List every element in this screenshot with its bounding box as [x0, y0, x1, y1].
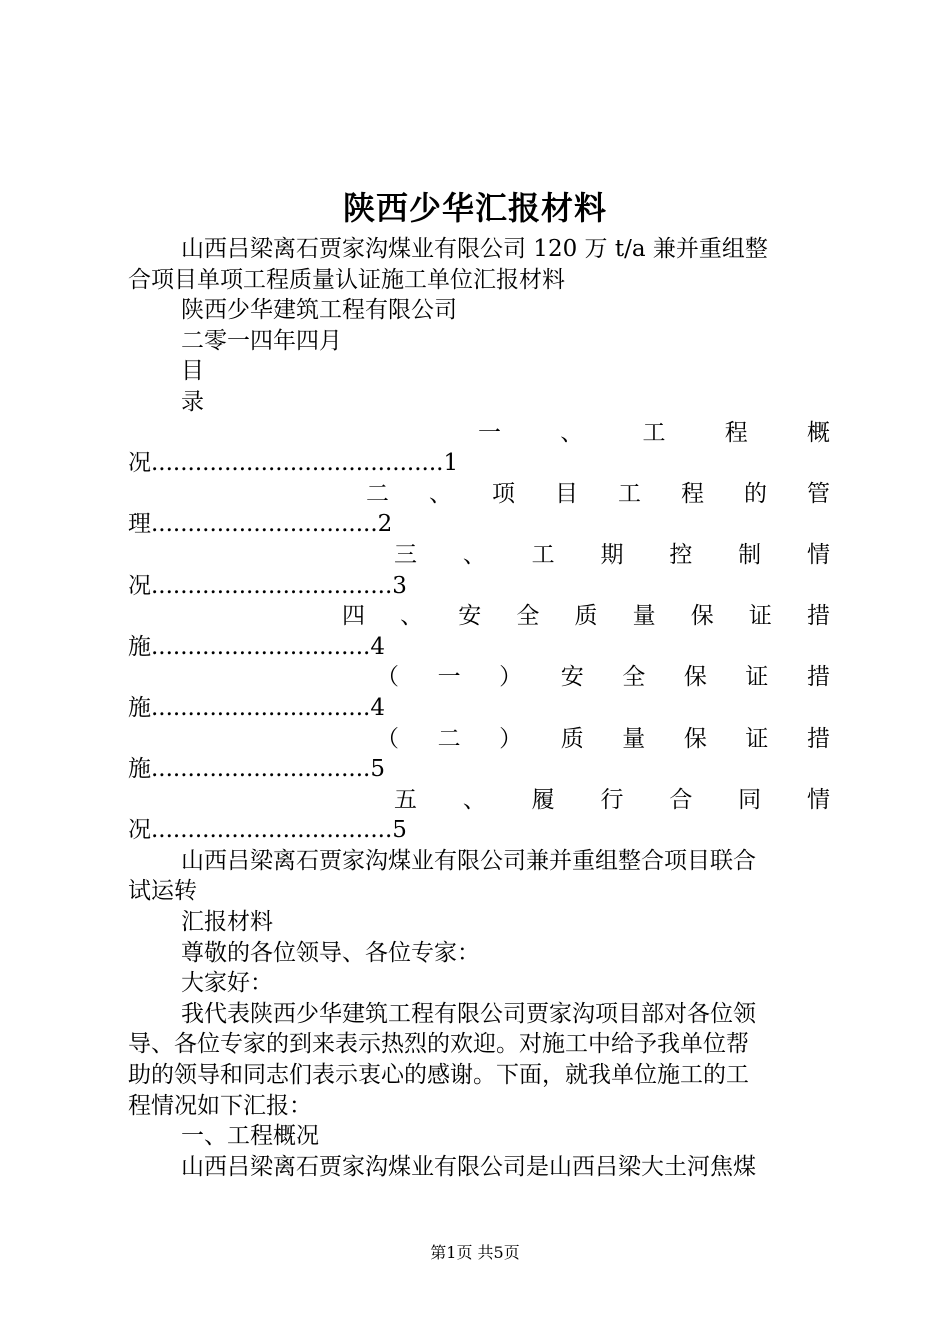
toc-entry-char: 管 — [807, 480, 830, 507]
toc-entry-char: 量 — [622, 725, 646, 752]
intro-line-2: 合项目单项工程质量认证施工单位汇报材料 — [128, 266, 565, 293]
toc-entry-char: 证 — [748, 603, 772, 630]
report-label: 汇报材料 — [181, 909, 273, 936]
section-1-line-1: 山西吕梁离石贾家沟煤业有限公司是山西吕梁大土河焦煤 — [181, 1153, 756, 1180]
toc-entry-char: 制 — [738, 541, 762, 568]
toc-entry-char: 证 — [745, 725, 769, 752]
document-title: 陕西少华汇报材料 — [342, 189, 607, 227]
toc-label-lu: 录 — [181, 388, 204, 415]
toc-entry-char: 同 — [738, 786, 762, 813]
toc-entry-leader: 施..............................4 — [128, 633, 385, 660]
toc-entry-char: 量 — [632, 603, 656, 630]
toc-entry-char: 、 — [429, 480, 452, 507]
toc-entry-char: 全 — [622, 664, 646, 691]
greeting: 尊敬的各位领导、各位专家： — [181, 939, 480, 966]
toc-entry-char: 四 — [342, 603, 365, 630]
toc-entry-char: 情 — [806, 541, 830, 568]
toc-entry-char: 质 — [574, 603, 598, 630]
toc-entry-char: 二 — [366, 480, 389, 507]
toc-entry-char: ） — [499, 664, 523, 691]
toc-entry-char: 质 — [560, 725, 584, 752]
toc-entry-char: 的 — [744, 480, 767, 507]
welcome-line-1: 我代表陕西少华建筑工程有限公司贾家沟项目部对各位领 — [181, 1000, 756, 1027]
toc-entry-char: （ — [376, 725, 399, 752]
page-footer: 第1页 共5页 — [430, 1243, 520, 1262]
toc-entry-char: 目 — [555, 480, 578, 507]
toc-entry-char: 五 — [394, 786, 417, 813]
toc-entry-char: 三 — [394, 541, 417, 568]
toc-entry-char: 安 — [560, 664, 584, 691]
toc-label-mu: 目 — [181, 358, 204, 385]
toc-entry-heading — [128, 662, 830, 693]
toc-entry-char: 程 — [681, 480, 704, 507]
toc-entry-heading — [128, 785, 830, 816]
toc-entry-char: 合 — [669, 786, 693, 813]
toc-entry-leader: 况.................................5 — [128, 817, 407, 844]
toc-entry-char: 措 — [807, 603, 830, 630]
toc-entry-char: （ — [376, 664, 399, 691]
joint-trial-line-1: 山西吕梁离石贾家沟煤业有限公司兼并重组整合项目联合 — [181, 847, 756, 874]
toc-entry-char: 保 — [690, 603, 714, 630]
welcome-line-3: 助的领导和同志们表示衷心的感谢。下面，就我单位施工的工 — [128, 1062, 749, 1089]
hello: 大家好： — [181, 970, 273, 997]
company-name: 陕西少华建筑工程有限公司 — [181, 297, 457, 324]
toc-entry-char: 全 — [516, 603, 540, 630]
toc-entry-char: 保 — [683, 664, 707, 691]
toc-entry-leader: 施..............................4 — [128, 694, 385, 721]
toc-entry-heading — [128, 724, 830, 755]
joint-trial-line-2: 试运转 — [128, 878, 197, 905]
toc-entry-char: 工 — [618, 480, 641, 507]
toc-entry-char: 控 — [669, 541, 693, 568]
toc-entry-char: 情 — [806, 786, 830, 813]
toc-entry-leader: 况.................................3 — [128, 572, 407, 599]
toc-entry-char: 工 — [531, 541, 555, 568]
toc-entry-char: 期 — [600, 541, 624, 568]
toc-entry-char: 一 — [478, 419, 501, 446]
toc-entry-char: 履 — [531, 786, 555, 813]
toc-entry-char: 措 — [806, 725, 830, 752]
toc-entry-char: 、 — [400, 603, 424, 630]
welcome-line-4: 程情况如下汇报： — [128, 1092, 312, 1119]
toc-entry-char: 二 — [437, 725, 461, 752]
toc-entry-char: 、 — [560, 419, 584, 446]
report-date: 二零一四年四月 — [181, 327, 342, 354]
toc-entry-char: 保 — [683, 725, 707, 752]
toc-entry-leader: 施..............................5 — [128, 756, 385, 783]
toc-entry-char: 一 — [437, 664, 461, 691]
toc-entry-char: 安 — [458, 603, 482, 630]
toc-entry-heading — [128, 601, 830, 632]
toc-entry-char: 工 — [642, 419, 666, 446]
toc-entry-leader: 理...............................2 — [128, 511, 393, 538]
toc-entry-char: 概 — [807, 419, 830, 446]
table-of-contents — [128, 418, 830, 846]
toc-entry-char: 措 — [806, 664, 830, 691]
section-1-heading: 一、工程概况 — [181, 1123, 319, 1150]
document-body — [128, 234, 830, 1182]
intro-line-1: 山西吕梁离石贾家沟煤业有限公司 120 万 t/a 兼并重组整 — [181, 236, 768, 262]
toc-entry-heading — [128, 418, 830, 449]
toc-entry-leader: 况........................................1 — [128, 450, 459, 477]
welcome-line-2: 导、各位专家的到来表示热烈的欢迎。对施工中给予我单位帮 — [128, 1031, 749, 1058]
toc-entry-char: 项 — [492, 480, 515, 507]
toc-entry-heading — [128, 479, 830, 510]
toc-entry-char: 行 — [600, 786, 624, 813]
toc-entry-char: 程 — [724, 419, 748, 446]
toc-entry-heading — [128, 540, 830, 571]
toc-entry-char: 证 — [745, 664, 769, 691]
toc-entry-char: ） — [499, 725, 523, 752]
toc-entry-char: 、 — [462, 541, 486, 568]
toc-entry-char: 、 — [462, 786, 486, 813]
